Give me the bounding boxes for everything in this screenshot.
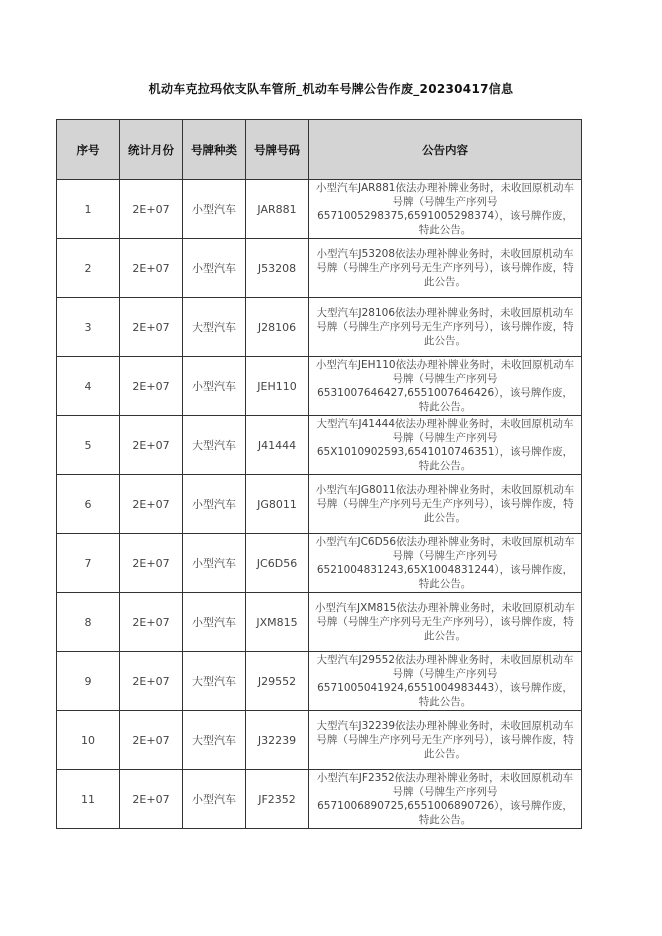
header-plate-number: 号牌号码 (246, 120, 309, 180)
cell-month: 2E+07 (120, 298, 183, 357)
document-title: 机动车克拉玛依支队车管所_机动车号牌公告作废_20230417信息 (148, 82, 514, 96)
cell-serial: 6 (57, 475, 120, 534)
cell-plate-type: 大型汽车 (183, 298, 246, 357)
cell-plate-number: JAR881 (246, 180, 309, 239)
cell-month: 2E+07 (120, 770, 183, 829)
cell-plate-type: 大型汽车 (183, 416, 246, 475)
table-row (57, 770, 582, 829)
cell-plate-type: 小型汽车 (183, 475, 246, 534)
cell-plate-number: JEH110 (246, 357, 309, 416)
cell-content: 小型汽车JF2352依法办理补牌业务时，未收回原机动车号牌（号牌生产序列号6571006890725,6551006890726），该号牌作废，特此公告。 (309, 770, 582, 829)
header-serial: 序号 (57, 120, 120, 180)
cell-content: 小型汽车JC6D56依法办理补牌业务时，未收回原机动车号牌（号牌生产序列号6521004831243,65X1004831244），该号牌作废，特此公告。 (309, 534, 582, 593)
cell-serial: 4 (57, 357, 120, 416)
notice-table (56, 119, 582, 829)
cell-plate-number: J32239 (246, 711, 309, 770)
cell-plate-number: JG8011 (246, 475, 309, 534)
cell-plate-number: JXM815 (246, 593, 309, 652)
table-row (57, 593, 582, 652)
cell-content: 大型汽车J41444依法办理补牌业务时，未收回原机动车号牌（号牌生产序列号65X1010902593,6541010746351），该号牌作废，特此公告。 (309, 416, 582, 475)
table-body (57, 180, 582, 829)
cell-serial: 7 (57, 534, 120, 593)
cell-serial: 5 (57, 416, 120, 475)
cell-serial: 10 (57, 711, 120, 770)
cell-content: 大型汽车J32239依法办理补牌业务时，未收回原机动车号牌（号牌生产序列号无生产序列号），该号牌作废，特此公告。 (309, 711, 582, 770)
cell-month: 2E+07 (120, 239, 183, 298)
cell-plate-type: 小型汽车 (183, 357, 246, 416)
cell-serial: 1 (57, 180, 120, 239)
header-row (57, 120, 582, 180)
cell-month: 2E+07 (120, 593, 183, 652)
cell-plate-type: 小型汽车 (183, 239, 246, 298)
cell-plate-number: J53208 (246, 239, 309, 298)
cell-serial: 3 (57, 298, 120, 357)
cell-serial: 2 (57, 239, 120, 298)
cell-plate-type: 大型汽车 (183, 711, 246, 770)
cell-plate-number: JC6D56 (246, 534, 309, 593)
cell-content: 大型汽车J28106依法办理补牌业务时，未收回原机动车号牌（号牌生产序列号无生产序列号），该号牌作废，特此公告。 (309, 298, 582, 357)
cell-content: 小型汽车J53208依法办理补牌业务时，未收回原机动车号牌（号牌生产序列号无生产序列号），该号牌作废，特此公告。 (309, 239, 582, 298)
cell-serial: 8 (57, 593, 120, 652)
cell-content: 大型汽车J29552依法办理补牌业务时，未收回原机动车号牌（号牌生产序列号6571005041924,6551004983443），该号牌作废，特此公告。 (309, 652, 582, 711)
cell-plate-number: J28106 (246, 298, 309, 357)
table-row (57, 416, 582, 475)
table-row (57, 357, 582, 416)
cell-serial: 11 (57, 770, 120, 829)
cell-plate-type: 小型汽车 (183, 534, 246, 593)
cell-content: 小型汽车JXM815依法办理补牌业务时，未收回原机动车号牌（号牌生产序列号无生产序列号），该号牌作废，特此公告。 (309, 593, 582, 652)
cell-content: 小型汽车JG8011依法办理补牌业务时，未收回原机动车号牌（号牌生产序列号无生产序列号），该号牌作废，特此公告。 (309, 475, 582, 534)
header-plate-type: 号牌种类 (183, 120, 246, 180)
table-row (57, 711, 582, 770)
cell-month: 2E+07 (120, 652, 183, 711)
table-header (57, 120, 582, 180)
table-row (57, 239, 582, 298)
cell-plate-type: 小型汽车 (183, 770, 246, 829)
cell-content: 小型汽车JAR881依法办理补牌业务时，未收回原机动车号牌（号牌生产序列号6571005298375,6591005298374），该号牌作废，特此公告。 (309, 180, 582, 239)
table-row (57, 652, 582, 711)
cell-month: 2E+07 (120, 475, 183, 534)
cell-plate-number: JF2352 (246, 770, 309, 829)
cell-content: 小型汽车JEH110依法办理补牌业务时，未收回原机动车号牌（号牌生产序列号6531007646427,6551007646426），该号牌作废，特此公告。 (309, 357, 582, 416)
cell-plate-type: 大型汽车 (183, 652, 246, 711)
header-content: 公告内容 (309, 120, 582, 180)
table-row (57, 180, 582, 239)
cell-serial: 9 (57, 652, 120, 711)
cell-month: 2E+07 (120, 711, 183, 770)
header-month: 统计月份 (120, 120, 183, 180)
cell-plate-number: J29552 (246, 652, 309, 711)
cell-month: 2E+07 (120, 180, 183, 239)
cell-month: 2E+07 (120, 357, 183, 416)
table-row (57, 534, 582, 593)
table-row (57, 475, 582, 534)
cell-plate-type: 小型汽车 (183, 593, 246, 652)
cell-plate-number: J41444 (246, 416, 309, 475)
table-row (57, 298, 582, 357)
cell-plate-type: 小型汽车 (183, 180, 246, 239)
cell-month: 2E+07 (120, 534, 183, 593)
cell-month: 2E+07 (120, 416, 183, 475)
